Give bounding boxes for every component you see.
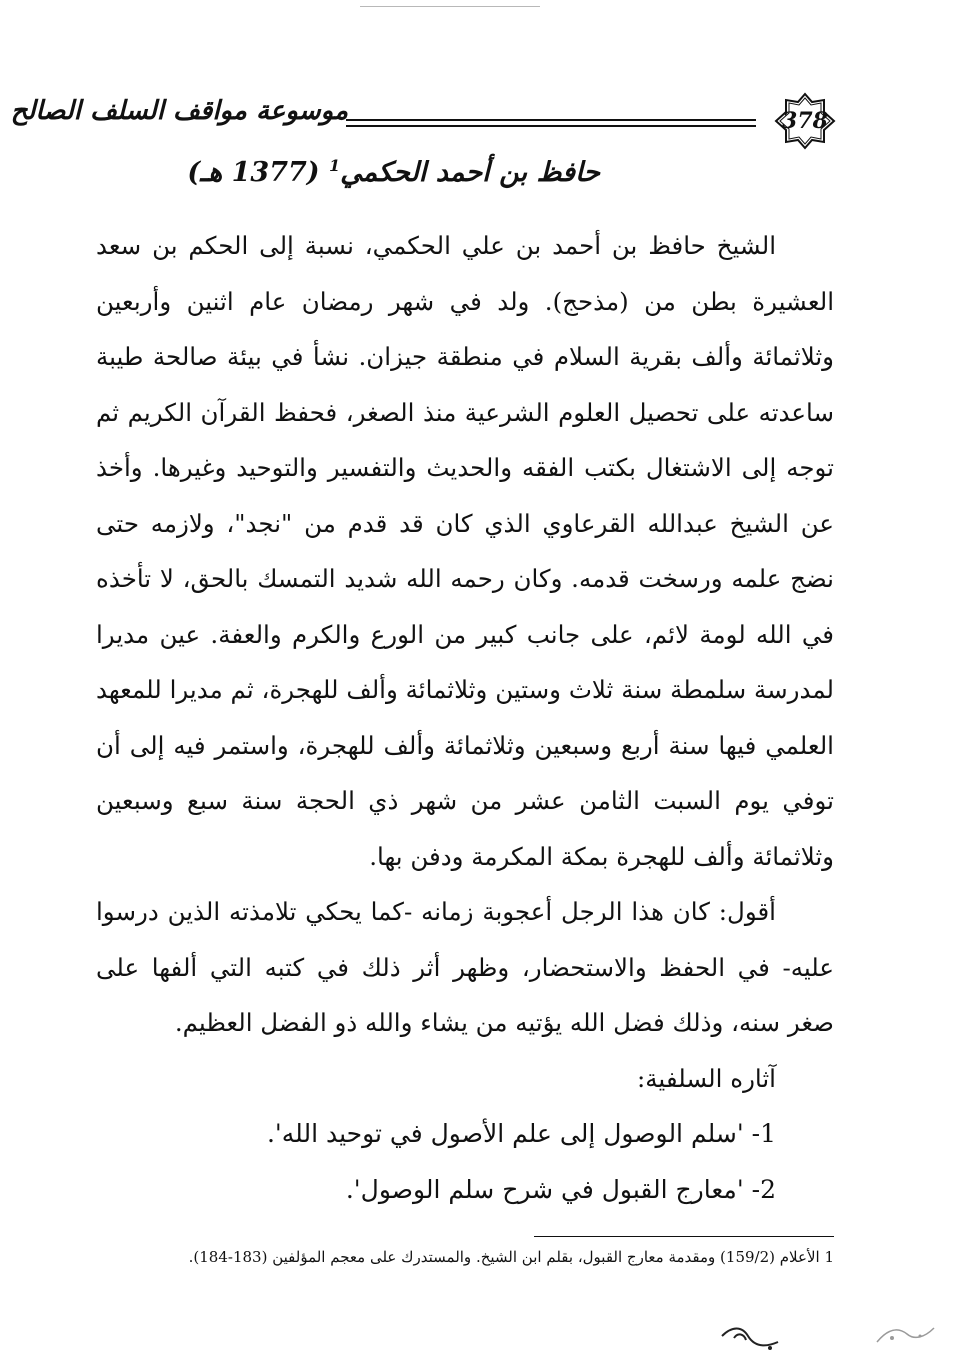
page-number: 378 xyxy=(782,108,828,134)
works-heading: آثاره السلفية: xyxy=(637,1063,776,1093)
footnote-marker: 1 xyxy=(328,156,341,175)
book-title: موسوعة مواقف السلف الصالح xyxy=(10,96,348,126)
footnote: 1 الأعلام (159/2) ومقدمة معارج القبول، بقلم ابن الشيخ. والمستدرك على معجم المؤلفين (183-184). xyxy=(188,1248,834,1266)
decorative-flourish-icon xyxy=(872,1312,942,1352)
chapter-heading xyxy=(180,156,600,188)
chapter-name: حافظ بن أحمد الحكمي xyxy=(340,157,600,188)
list-item: 1- 'سلم الوصول إلى علم الأصول في توحيد الله'. xyxy=(266,1119,776,1148)
biography-paragraph: الشيخ حافظ بن أحمد بن علي الحكمي، نسبة إلى الحكم بن سعد العشيرة بطن من (مذحج). ولد في شهر رمضان عام اثنين وأربعين وثلاثمائة وألف بقرية السلام في منطقة جيزان. نشأ في بيئة صالحة طيبة ساعدته على تحصيل العلوم الشرعية منذ الصغر، فحفظ القرآن الكريم ثم توجه إلى الاشتغال بكتب الفقه والحديث والتفسير والتوحيد وغيرها. وأخذ عن الشيخ عبدالله القرعاوي الذي كان قد قدم من "نجد"، ولازمه حتى نضج علمه ورسخت قدمه. وكان رحمه الله شديد التمسك بالحق، لا تأخذه في الله لومة لائم، على جانب كبير من الورع والكرم والعفة. عين مديرا لمدرسة سلمطة سنة ثلاث وستين وثلاثمائة وألف للهجرة، ثم مديرا للمعهد العلمي فيها سنة أربع وسبعين وثلاثمائة وألف للهجرة، واستمر فيه إلى أن توفي يوم السبت الثامن عشر من شهر ذي الحجة سنة سبع وسبعين وثلاثمائة وألف للهجرة بمكة المكرمة ودفن بها. xyxy=(96,231,834,871)
body-text xyxy=(96,218,834,1217)
decorative-flourish-icon xyxy=(712,1318,792,1358)
top-edge-rule xyxy=(360,6,540,7)
footnote-separator xyxy=(534,1236,834,1237)
list-item: 2- 'معارج القبول في شرح سلم الوصول'. xyxy=(345,1174,776,1204)
page-number-badge xyxy=(772,92,838,150)
running-header xyxy=(10,92,848,162)
header-double-rule xyxy=(346,119,756,127)
works-list xyxy=(96,1106,834,1217)
chapter-year: (1377 هـ) xyxy=(187,157,320,188)
commentary-paragraph: أقول: كان هذا الرجل أعجوبة زمانه -كما يحكي تلامذته الذين درسوا عليه- في الحفظ والاستحضار، وظهر أثر ذلك في كتبه التي ألفها على صغر سنه، وذلك فضل الله يؤتيه من يشاء والله ذو الفضل العظيم. xyxy=(96,897,834,1037)
